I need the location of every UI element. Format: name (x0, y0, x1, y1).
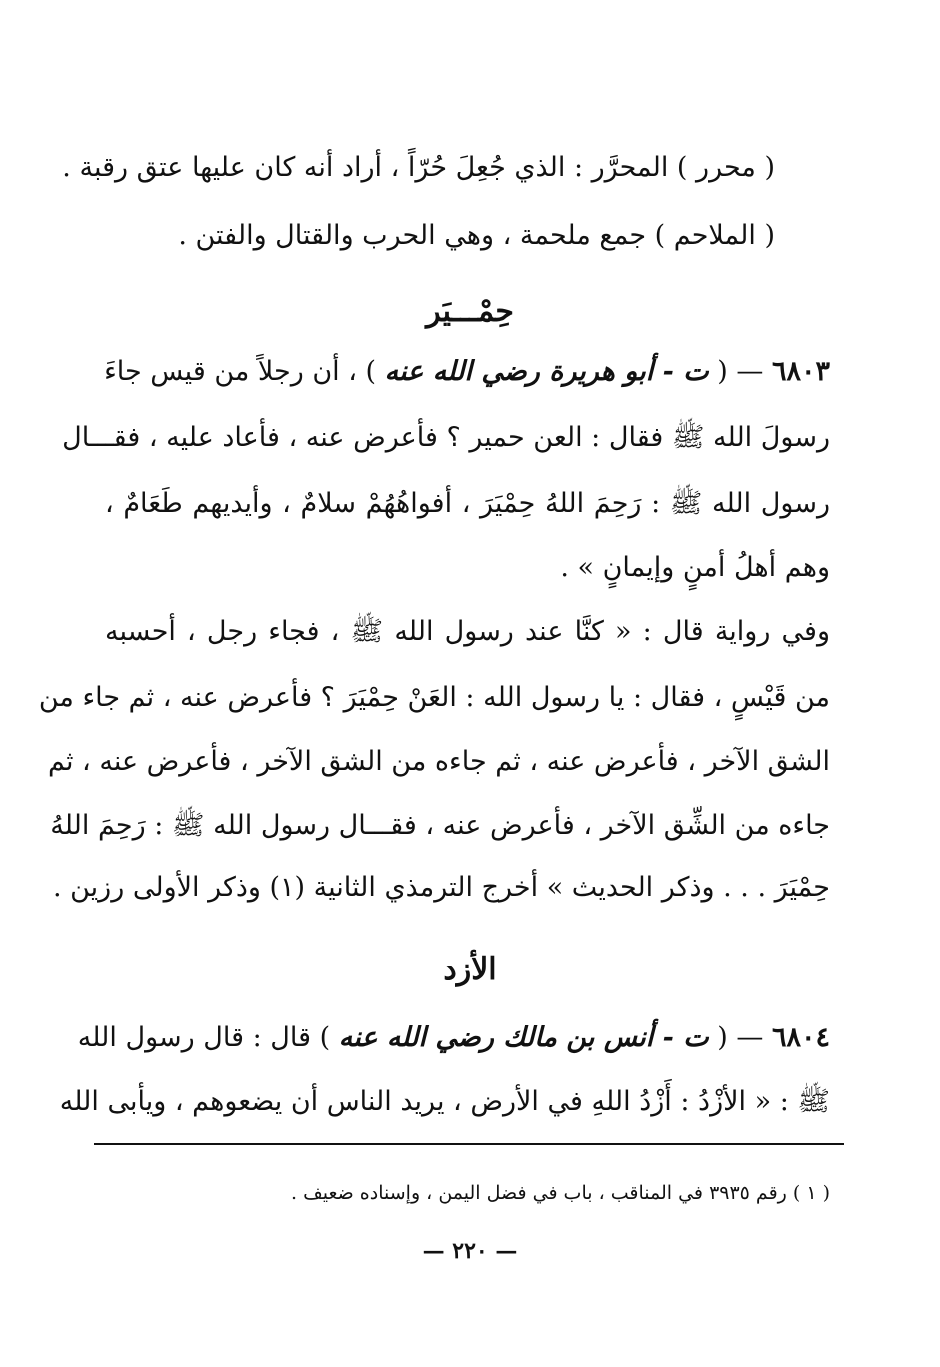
glossary-line: ( محرر ) المحرَّر : الذي جُعِلَ حُرّاً ، أراد أنه كان عليها عتق رقبة . (62, 152, 775, 183)
hadith-first-line (105, 352, 830, 392)
section-heading-himyar: حِمْـــيَر (426, 294, 514, 329)
hadith-line: رسول الله ﷺ : رَحِمَ اللهُ حِمْيَرَ ، أفواهُهُمْ سلامٌ ، وأيديهم طَعَامٌ ، (105, 488, 830, 519)
riwaya-line: من قَيْسٍ ، فقال : يا رسول الله : العَنْ حِمْيَرَ ؟ فأعرض عنه ، ثم جاء من (38, 682, 830, 713)
hadith-number: ٦٨٠٣ (771, 356, 830, 387)
hadith-separator: — ( (708, 356, 772, 387)
hadith-narrator: ت - أبو هريرة رضي الله عنه (384, 356, 709, 387)
page-number: — ٢٢٠ — (422, 1238, 518, 1264)
hadith-text: ) قال : قال رسول الله (77, 1022, 339, 1053)
glossary-line: ( الملاحم ) جمع ملحمة ، وهي الحرب والقتال والفتن . (178, 220, 775, 251)
riwaya-line: جاءه من الشِّق الآخر ، فأعرض عنه ، فقـــال رسول الله ﷺ : رَحِمَ اللهُ (50, 810, 830, 841)
footnote: ( ١ ) رقم ٣٩٣٥ في المناقب ، باب في فضل اليمن ، وإسناده ضعيف . (290, 1182, 830, 1204)
riwaya-line: الشق الآخر ، فأعرض عنه ، ثم جاءه من الشق الآخر ، فأعرض عنه ، ثم (47, 746, 830, 777)
hadith-first-line (77, 1018, 830, 1058)
section-heading-azd: الأزد (443, 952, 497, 987)
riwaya-line: وفي رواية قال : « كنَّا عند رسول الله ﷺ ، فجاء رجل ، أحسبه (105, 616, 830, 647)
riwaya-line: حِمْيَرَ . . . وذكر الحديث » أخرج الترمذي الثانية (١) وذكر الأولى رزين . (52, 872, 830, 903)
hadith-narrator: ت - أنس بن مالك رضي الله عنه (338, 1022, 709, 1053)
hadith-separator: — ( (708, 1022, 772, 1053)
footnote-divider (94, 1143, 844, 1145)
hadith-line: رسولَ الله ﷺ فقال : العن حمير ؟ فأعرض عنه ، فأعاد عليه ، فقـــال (62, 422, 830, 453)
hadith-text: ) ، أن رجلاً من قيس جاءَ (104, 356, 385, 387)
hadith-line: ﷺ : « الأزْدُ : أَزْدُ اللهِ في الأرض ، يريد الناس أن يضعوهم ، ويأبى الله (59, 1086, 830, 1117)
hadith-line: وهم أهلُ أمنٍ وإيمانٍ » . (560, 552, 830, 583)
hadith-number: ٦٨٠٤ (771, 1022, 830, 1053)
